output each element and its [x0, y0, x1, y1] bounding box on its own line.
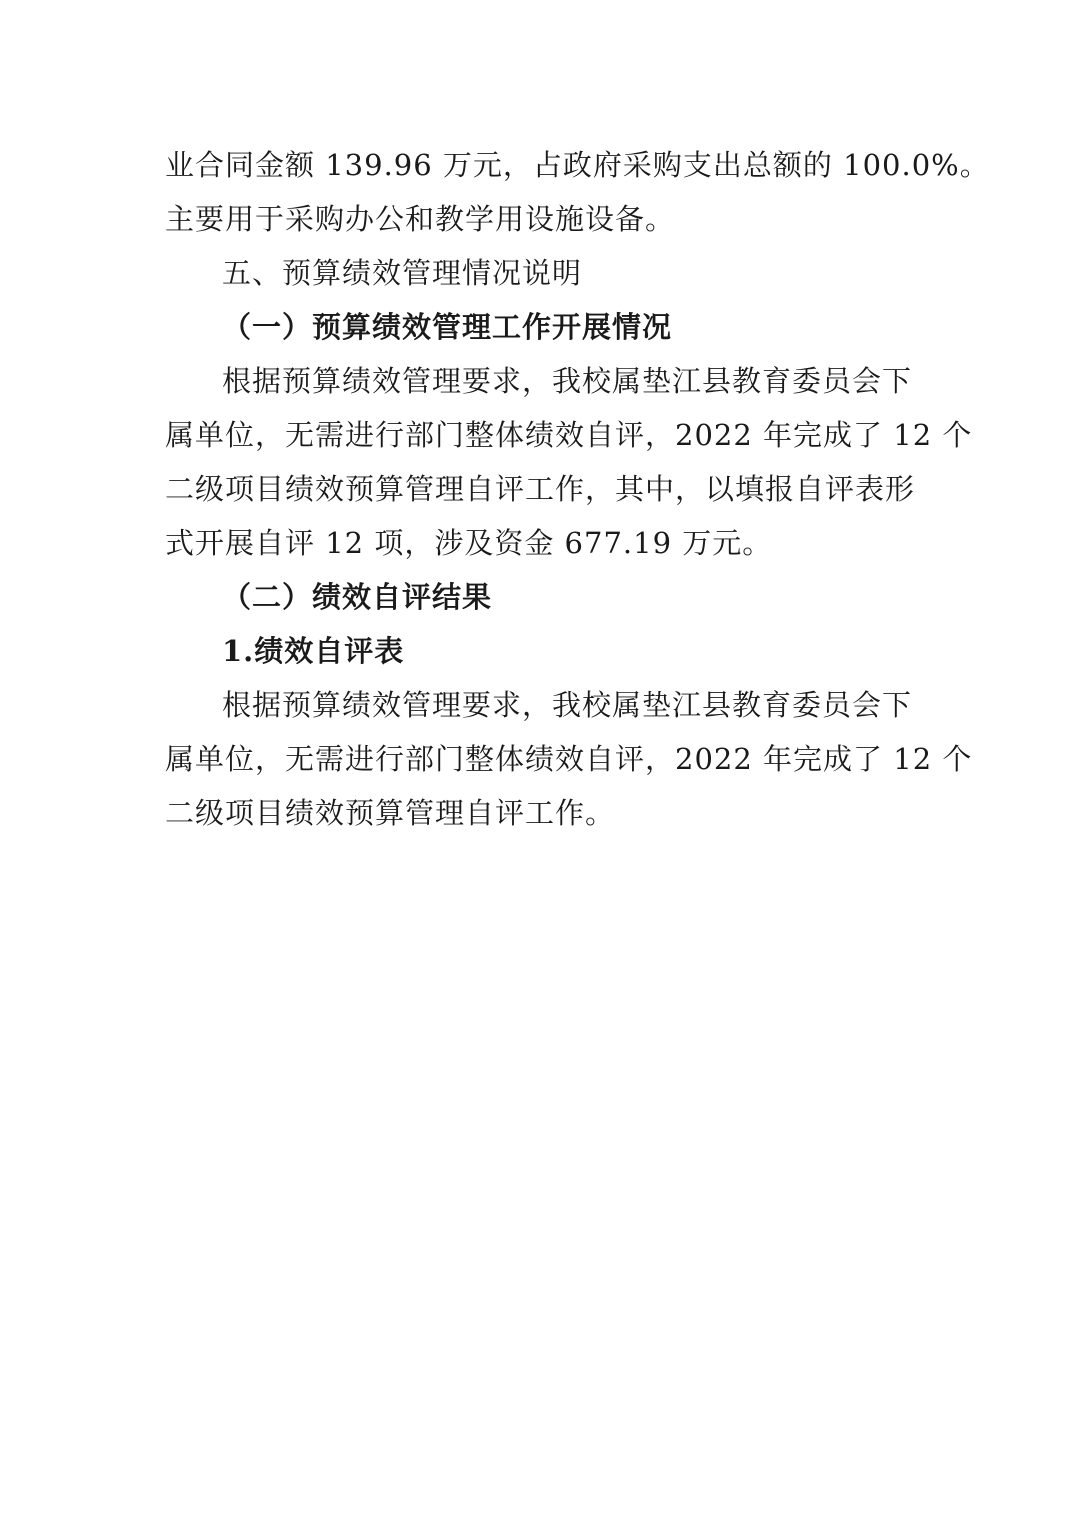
result-line-1: 根据预算绩效管理要求，我校属垫江县教育委员会下 [222, 688, 913, 722]
intro-line-2: 主要用于采购办公和教学用设施设备。 [165, 202, 676, 236]
result-line-3: 二级项目绩效预算管理自评工作。 [165, 796, 616, 830]
subsection1-heading: （一）预算绩效管理工作开展情况 [222, 310, 673, 344]
result-line-2: 属单位，无需进行部门整体绩效自评，2022 年完成了 12 个 [165, 742, 973, 776]
work-line-1: 根据预算绩效管理要求，我校属垫江县教育委员会下 [222, 364, 913, 398]
item1-heading: 1.绩效自评表 [222, 634, 405, 668]
section5-heading: 五、预算绩效管理情况说明 [222, 256, 583, 290]
intro-line-1: 业合同金额 139.96 万元，占政府采购支出总额的 100.0%。 [165, 148, 990, 182]
work-line-4: 式开展自评 12 项，涉及资金 677.19 万元。 [165, 526, 773, 560]
work-line-3: 二级项目绩效预算管理自评工作，其中，以填报自评表形 [165, 472, 916, 506]
subsection2-heading: （二）绩效自评结果 [222, 580, 493, 614]
work-line-2: 属单位，无需进行部门整体绩效自评，2022 年完成了 12 个 [165, 418, 973, 452]
